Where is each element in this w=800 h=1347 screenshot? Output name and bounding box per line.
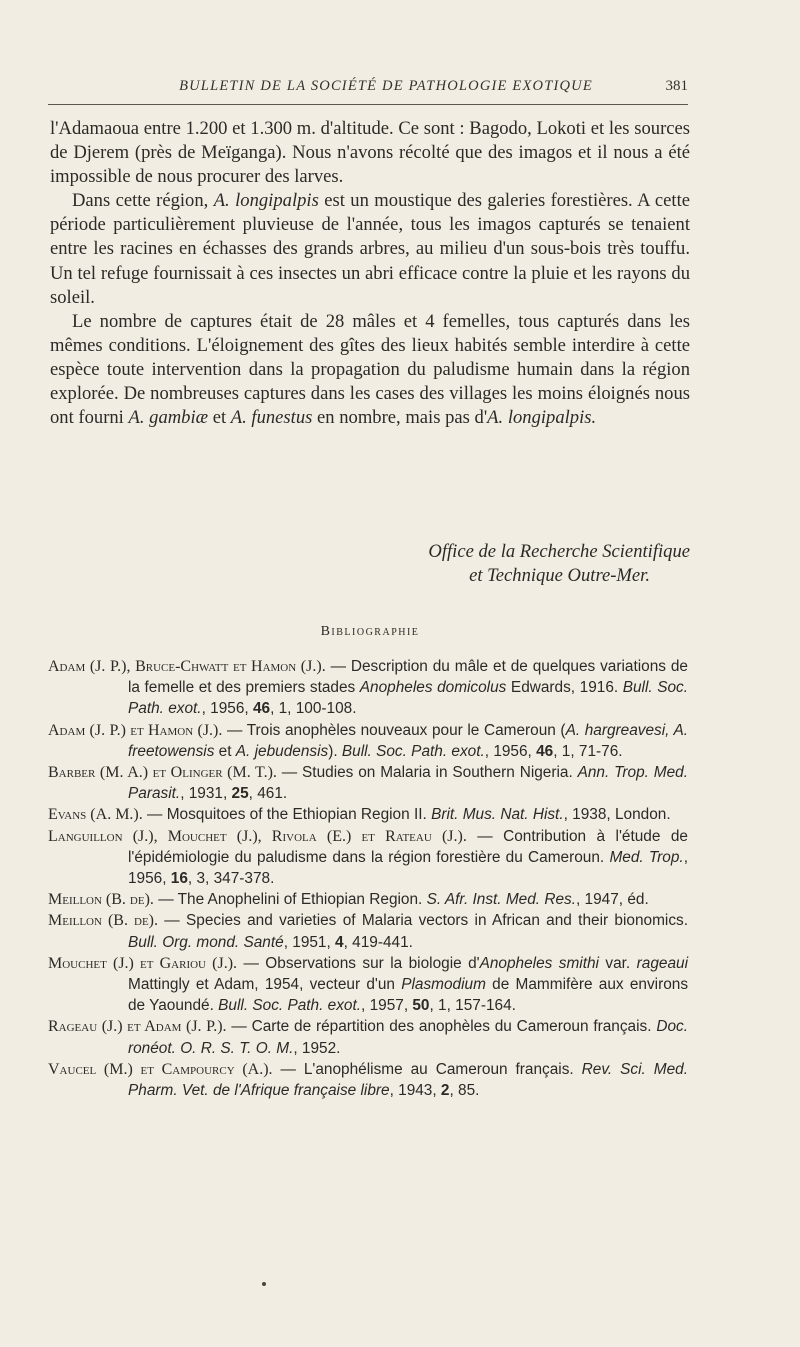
ref-text: , 1951,	[283, 933, 336, 951]
reference-item	[48, 1059, 688, 1101]
ref-authors: Mouchet (J.) et Gariou (J.).	[48, 954, 238, 972]
ref-authors: Vaucel (M.) et Campourcy (A.).	[48, 1060, 273, 1078]
ref-authors: Meillon (B. de).	[48, 912, 158, 930]
ref-text: — Observations sur la biologie d'	[237, 954, 480, 972]
article-body	[50, 117, 690, 430]
ref-text: , 1947, éd.	[576, 891, 649, 909]
ref-authors: Meillon (B. de).	[48, 891, 154, 909]
ref-journal: Bull. Soc. Path. exot.	[218, 997, 362, 1015]
bibliography-heading: Bibliographie	[320, 624, 420, 639]
ref-text: — The Anophelini of Ethiopian Region.	[153, 891, 427, 909]
reference-item	[48, 1016, 688, 1058]
ref-text: , 1957,	[361, 997, 413, 1015]
ref-text: , 1943,	[389, 1082, 441, 1100]
reference-item	[48, 826, 688, 890]
ref-authors: Adam (J. P.), Bruce-Chwatt et Hamon (J.).	[48, 658, 326, 675]
species-name: A. funestus	[230, 407, 313, 429]
ref-text: , 85.	[449, 1082, 480, 1100]
reference-item	[48, 656, 688, 720]
ref-text: — Trois anophèles nouveaux pour le Cameroun (	[222, 721, 566, 739]
ref-text: — Species and varieties of Malaria vectors in African and their bionomics.	[158, 912, 688, 930]
ref-italic: Anopheles smithi	[479, 954, 599, 972]
ref-text: — Studies on Malaria in Southern Nigeria.	[276, 764, 578, 782]
ref-journal: Brit. Mus. Nat. Hist.	[431, 806, 564, 824]
ref-text: — Contribution à l'étude de l'épidémiologie du paludisme dans la région forestière du Cameroun.	[128, 827, 688, 866]
text-span: Dans cette région,	[72, 190, 214, 212]
reference-item	[48, 720, 688, 762]
signature-line-2: et Technique Outre-Mer.	[469, 565, 650, 586]
ref-journal: S. Afr. Inst. Med. Res.	[426, 891, 576, 909]
ref-journal: Ann. Trop. Med. Parasit.	[128, 764, 688, 803]
ref-text: Edwards, 1916.	[506, 679, 623, 697]
ref-text: , 1938, London.	[563, 806, 671, 824]
ref-text: var.	[598, 954, 637, 972]
paragraph-1: l'Adamaoua entre 1.200 et 1.300 m. d'altitude. Ce sont : Bagodo, Lokoti et les sources de Djerem (près de Meïganga). Nous n'avons récolté que des imagos et il nous a été impossible de nous procurer des larves.	[50, 118, 690, 188]
ref-text: , 461.	[248, 785, 288, 803]
ref-journal: Bull. Org. mond. Santé	[128, 933, 284, 951]
ref-text: , 1956,	[484, 742, 537, 760]
page-number: 381	[665, 78, 688, 94]
ref-journal: Doc. ronéot. O. R. S. T. O. M.	[128, 1018, 688, 1057]
bibliography-list	[48, 656, 688, 1101]
species-name: A. gambiæ	[128, 407, 209, 429]
ref-text: , 1956,	[128, 848, 688, 888]
ref-authors: Evans (A. M.).	[48, 806, 143, 824]
ref-text: , 419-441.	[343, 933, 413, 951]
ref-text: Mattingly et Adam, 1954, vecteur d'un	[128, 976, 402, 994]
ref-volume: 46	[536, 742, 554, 760]
ref-authors: Adam (J. P.) et Hamon (J.).	[48, 721, 223, 739]
ref-text: , 1931,	[180, 785, 232, 803]
page-header	[48, 78, 688, 102]
ref-journal: Bull. Soc. Path. exot.	[341, 742, 485, 760]
ref-text: , 3, 347-378.	[187, 870, 275, 888]
ref-volume: 50	[412, 997, 430, 1015]
ref-italic: rageaui	[636, 954, 688, 972]
ref-text: , 1, 100-108.	[270, 700, 357, 718]
reference-item	[48, 762, 688, 804]
ref-italic: Plasmodium	[401, 976, 486, 994]
ref-text: , 1, 71-76.	[553, 742, 623, 760]
text-span: et	[208, 407, 231, 429]
ref-volume: 2	[440, 1082, 450, 1100]
ref-volume: 25	[231, 785, 249, 803]
ref-volume: 46	[252, 700, 271, 718]
ref-journal: Med. Trop.	[609, 848, 684, 866]
paragraph-2	[50, 189, 690, 309]
ink-speck	[262, 1282, 266, 1286]
reference-item	[48, 910, 688, 952]
text-span: est un moustique des galeries forestières. A cette période particulièrement pluvieuse de l'année, tous les imagos capturés se tenaient entre les racines en échasses des grands arbres, au milieu d'un sous-bois très touffu. Un tel refuge fournissait à ces insectes un abri efficace contre la pluie et les rayons du soleil.	[50, 190, 690, 308]
ref-italic: A. hargreavesi, A. freetowensis	[128, 721, 688, 760]
signature-line-1: Office de la Recherche Scientifique	[428, 541, 690, 562]
ref-text: — L'anophélisme au Cameroun français.	[272, 1060, 582, 1078]
ref-volume: 4	[335, 933, 344, 951]
ref-text: de Mammifère aux environs de Yaoundé.	[128, 976, 689, 1015]
header-rule	[48, 104, 688, 105]
ref-authors: Rageau (J.) et Adam (J. P.).	[48, 1018, 227, 1036]
ref-text: , 1, 157-164.	[429, 997, 516, 1015]
running-title: BULLETIN DE LA SOCIÉTÉ DE PATHOLOGIE EXOTIQUE	[179, 78, 593, 94]
ref-volume: 16	[170, 870, 188, 888]
ref-text: — Description du mâle et de quelques variations de la femelle et des premiers stades	[128, 658, 688, 697]
text-span: Le nombre de captures était de 28 mâles et 4 femelles, tous capturés dans les mêmes conditions. L'éloignement des gîtes des lieux habités semble interdire à cette espèce toute intervention dans la propagation du paludisme humain dans la région explorée. De nombreuses captures dans les cases des villages les moins éloignés nous ont fourni	[50, 310, 690, 429]
ref-text: , 1956,	[201, 700, 253, 718]
reference-item	[48, 889, 688, 910]
ref-italic: A. jebudensis	[235, 742, 329, 760]
ref-authors: Barber (M. A.) et Olinger (M. T.).	[48, 764, 277, 782]
species-name: A. longipalpis.	[487, 407, 597, 429]
paragraph-3	[50, 310, 690, 430]
species-name: A. longipalpis	[213, 190, 319, 212]
ref-authors: Languillon (J.), Mouchet (J.), Rivola (E.) et Rateau (J.).	[48, 827, 467, 845]
reference-item	[48, 953, 688, 1017]
reference-item	[48, 804, 688, 825]
ref-journal: Bull. Soc. Path. exot.	[128, 679, 689, 718]
ref-journal: Rev. Sci. Med. Pharm. Vet. de l'Afrique française libre	[128, 1060, 688, 1100]
ref-text: — Carte de répartition des anophèles du Cameroun français.	[226, 1018, 657, 1036]
text-span: en nombre, mais pas d'	[312, 407, 488, 429]
ref-text: ).	[328, 742, 342, 760]
ref-italic: Anopheles domicolus	[359, 679, 507, 697]
ref-text: , 1952.	[293, 1039, 341, 1057]
ref-text: et	[214, 742, 236, 760]
ref-text: — Mosquitoes of the Ethiopian Region II.	[142, 806, 432, 824]
